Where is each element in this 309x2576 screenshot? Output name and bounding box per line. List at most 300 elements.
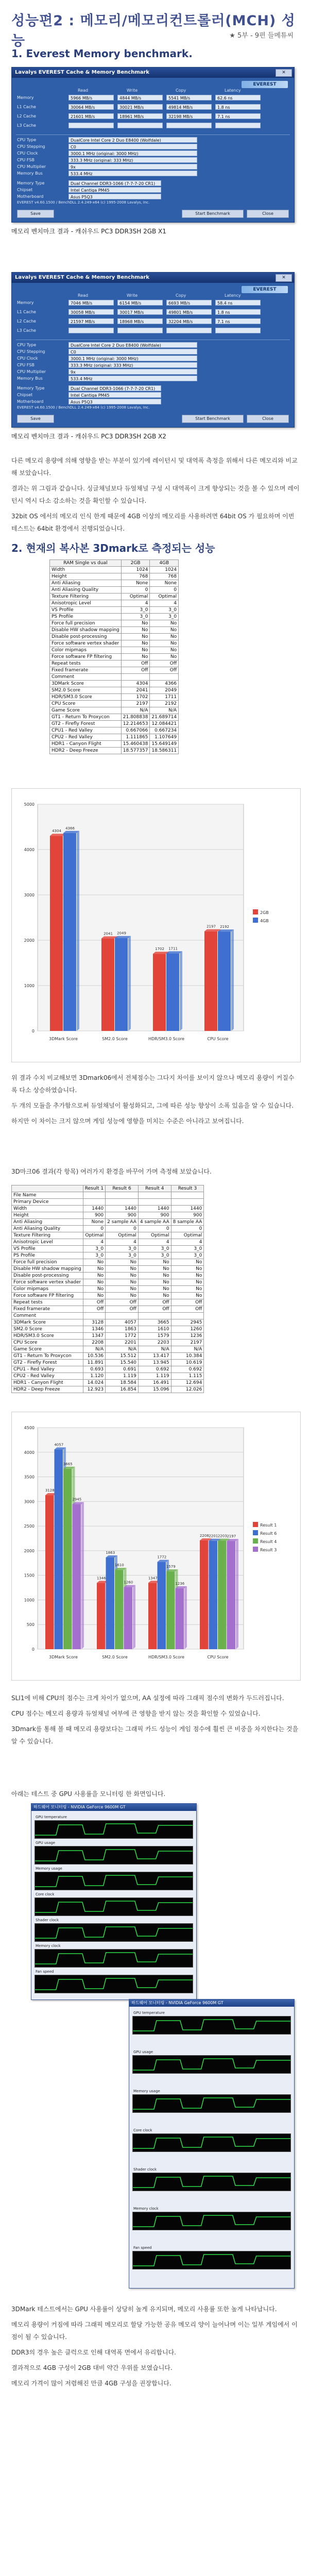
table-cell: HDR/SM3.0 Score	[12, 1333, 83, 1340]
start-benchmark-button[interactable]: Start Benchmark	[182, 415, 244, 423]
data-label: 1346	[96, 1576, 106, 1581]
table-cell: 2201	[106, 1340, 139, 1346]
y-tick-label: 4000	[24, 848, 35, 852]
info-value: C0	[68, 349, 197, 354]
table-cell: Disable post-processing	[50, 634, 122, 640]
table-cell: 12.923	[83, 1386, 105, 1393]
table-cell	[138, 1313, 171, 1319]
table-cell: N/A	[83, 1346, 105, 1353]
table-cell: No	[150, 654, 179, 660]
table-cell: No	[83, 1273, 105, 1279]
y-tick-label: 4500	[24, 1426, 35, 1430]
bar-side	[81, 1502, 84, 1649]
table-cell: 2049	[150, 687, 179, 694]
bar-top	[63, 831, 79, 833]
table-cell: Fixed framerate	[12, 1306, 83, 1313]
table-row	[50, 741, 179, 748]
table-row	[12, 1206, 204, 1212]
bar-top	[166, 951, 182, 953]
table-cell: 12.694	[171, 1380, 204, 1386]
table-row	[50, 634, 179, 640]
info-value: DualCore Intel Core 2 Duo E8400 (Wolfdale)	[68, 137, 197, 143]
table-cell: None	[150, 580, 179, 587]
table-cell: No	[150, 647, 179, 654]
window-title: Lavalys EVEREST Cache & Memory Benchmark	[15, 275, 150, 280]
table-cell: HDR/SM3.0 Score	[50, 694, 122, 701]
table-cell: Game Score	[12, 1346, 83, 1353]
table-row	[12, 1273, 204, 1279]
graph-label: GPU temperature	[36, 1815, 67, 1819]
table-cell: Force software vertex shader	[12, 1279, 83, 1286]
result-cell	[68, 328, 114, 333]
table-cell: 15.540	[106, 1360, 139, 1366]
table-row	[12, 1286, 204, 1293]
table-cell: Off	[150, 660, 179, 667]
table-cell: No	[138, 1293, 171, 1299]
info-label: Memory Bus	[17, 376, 43, 381]
table-cell: 13.417	[138, 1353, 171, 1360]
y-tick-label: 1500	[24, 1573, 35, 1578]
legend-label: Result 1	[260, 1523, 277, 1528]
result-cell: 1.8 ns	[215, 309, 261, 315]
bar-side	[236, 1539, 238, 1649]
info-label: CPU Stepping	[17, 349, 45, 354]
table-cell: Off	[150, 667, 179, 674]
table-row	[50, 567, 179, 573]
table-cell: 900	[171, 1212, 204, 1219]
result-cell	[117, 328, 163, 333]
table-row	[50, 607, 179, 614]
table-cell: Height	[12, 1212, 83, 1219]
x-tick-label: 3DMark Score	[49, 1655, 78, 1659]
table-cell: Color mipmaps	[12, 1286, 83, 1293]
bar	[101, 938, 114, 1031]
y-tick-label: 3000	[24, 1499, 35, 1504]
table-cell: No	[106, 1266, 139, 1273]
table-cell: 2 sample AA	[106, 1219, 139, 1226]
column-header: Write	[127, 293, 138, 298]
data-label: 2203	[217, 1534, 227, 1538]
table-header-row	[12, 1185, 204, 1192]
table-cell: 0	[150, 587, 179, 594]
table-cell: 18.584	[106, 1380, 139, 1386]
data-label: 1236	[175, 1581, 185, 1586]
table-cell: 1024	[121, 567, 150, 573]
table-cell: CPU Score	[12, 1340, 83, 1346]
result-cell	[166, 123, 212, 128]
paragraph-text: 3Dmark를 통해 볼 때 메모리 용량보다는 그래픽 카드 성능이 게임 점수에 훨씬 큰 비중을 차지한다는 것을 알 수 있습니다.	[11, 1725, 299, 1745]
legend-swatch	[253, 1538, 258, 1544]
table-row	[50, 587, 179, 594]
table-cell: 3_0	[150, 607, 179, 614]
column-header: 4GB	[150, 560, 179, 567]
table-cell: GT1 - Return To Proxycon	[50, 714, 122, 721]
table-cell: 4	[106, 1239, 139, 1246]
table-cell: 1260	[171, 1326, 204, 1333]
table-cell	[138, 1192, 171, 1199]
bar-side	[184, 1586, 187, 1649]
table-cell: Width	[50, 567, 122, 573]
table-row	[12, 1386, 204, 1393]
table-row	[50, 627, 179, 634]
table-cell: 900	[106, 1212, 139, 1219]
table-cell: 4	[171, 1239, 204, 1246]
paragraph-text: 두 개의 모듈을 추가함으로써 듀얼채널이 활성화되고, 그에 따른 성능 향상이 소폭 있음을 알 수 있습니다.	[11, 1102, 294, 1109]
y-tick-label: 4000	[24, 1450, 35, 1455]
bar	[124, 1587, 133, 1649]
row-label: L2 Cache	[17, 114, 36, 118]
table-cell: 3_0	[106, 1246, 139, 1252]
result-cell: 30017 MB/s	[117, 309, 163, 315]
close-icon[interactable]: ✕	[276, 69, 292, 77]
table-cell: Off	[121, 667, 150, 674]
column-header: Result 1	[83, 1185, 105, 1192]
aa-paragraph: 3D마크06 결과(각 항목) 여러가지 환경을 바꾸어 가며 측정해 보았습니다.	[11, 1168, 212, 1175]
table-cell: No	[121, 647, 150, 654]
table-cell: No	[171, 1273, 204, 1279]
paragraph-text: 결과는 위 그림과 같습니다. 싱글채널보다 듀얼채널 구성 시 대역폭이 크게 향상되는 것을 볼 수 있으며 레이턴시 역시 다소 감소하는 것을 확인할 수 있습니다.	[11, 485, 300, 504]
table-cell: 15.512	[106, 1353, 139, 1360]
table-row	[50, 701, 179, 707]
monitor-titlebar: 하드웨어 모니터링 - NVIDIA GeForce 9600M GT	[31, 1804, 196, 1811]
table-cell: 2041	[121, 687, 150, 694]
result-cell	[215, 123, 261, 128]
close-icon[interactable]: ✕	[276, 274, 292, 282]
everest-benchmark-window	[11, 67, 295, 223]
table-cell: 3_0	[106, 1252, 139, 1259]
data-label: 1610	[114, 1563, 124, 1568]
table-cell: No	[106, 1259, 139, 1266]
table-cell: 1346	[83, 1326, 105, 1333]
info-label: CPU FSB	[17, 158, 35, 162]
info-value: 533.4 MHz	[68, 171, 197, 176]
info-label: CPU Clock	[17, 151, 38, 156]
table-cell: Off	[83, 1306, 105, 1313]
section-heading-1: 1. Everest Memory benchmark.	[11, 47, 193, 60]
table-cell: 4366	[150, 681, 179, 687]
data-label: 1863	[106, 1550, 115, 1555]
table-cell: No	[138, 1266, 171, 1273]
table-cell: N/A	[171, 1346, 204, 1353]
table-cell: HDR2 - Deep Freeze	[12, 1386, 83, 1393]
result-cell: 7046 MB/s	[68, 300, 114, 306]
table-cell: Anti Aliasing Quality	[12, 1226, 83, 1232]
table-cell: 2197	[121, 701, 150, 707]
result-cell	[215, 328, 261, 333]
table-cell: Comment	[50, 674, 122, 681]
table-cell: 0.691	[106, 1366, 139, 1373]
table-cell: 1.119	[138, 1373, 171, 1380]
result-cell: 4844 MB/s	[117, 95, 163, 100]
y-tick-label: 2000	[24, 1548, 35, 1553]
table-cell: Width	[12, 1206, 83, 1212]
bar-side	[231, 929, 234, 1031]
table-cell: Off	[83, 1299, 105, 1306]
legend-label: Result 4	[260, 1539, 277, 1544]
data-label: 2197	[227, 1534, 236, 1539]
table-cell: No	[121, 634, 150, 640]
y-tick-label: 5000	[24, 802, 35, 807]
table-cell: 16.854	[106, 1386, 139, 1393]
monitor-graph	[132, 2212, 291, 2230]
result-cell: 58.4 ns	[215, 300, 261, 306]
table-cell: CPU1 - Red Valley	[50, 727, 122, 734]
table-cell: 2192	[150, 701, 179, 707]
table-cell: Fixed framerate	[50, 667, 122, 674]
table-cell: Disable HW shadow mapping	[50, 627, 122, 634]
data-label: 1711	[168, 946, 178, 951]
table-row	[12, 1279, 204, 1286]
divider	[16, 134, 290, 135]
table-cell: Force software FP filtering	[12, 1293, 83, 1299]
data-label: 1260	[124, 1580, 133, 1585]
table-cell: VS Profile	[50, 607, 122, 614]
table-cell: 3_0	[83, 1246, 105, 1252]
table-cell: Primary Device	[12, 1199, 83, 1206]
graph-label: Fan speed	[133, 2246, 152, 2250]
table-cell	[106, 1313, 139, 1319]
paragraph-text: 다른 메모리 용량에 의해 영향을 받는 부분이 있기에 레이턴시 및 대역폭 측정을 위해서 다른 메모리와 비교해 보았습니다.	[11, 457, 298, 477]
table-cell: 1772	[106, 1333, 139, 1340]
screenshot-caption: 메모리 벤치마크 결과 - 캐쉬우드 PC3 DDR3SH 2GB X2	[11, 433, 166, 440]
table-cell: 3_0	[121, 607, 150, 614]
result-paragraph	[11, 1692, 300, 1751]
data-label: 1347	[148, 1576, 158, 1581]
close-button[interactable]: Close	[247, 415, 289, 423]
data-label: 1772	[157, 1555, 167, 1560]
table-cell: Height	[50, 573, 122, 580]
info-label: Motherboard	[17, 399, 44, 404]
table-row	[12, 1360, 204, 1366]
result-cell: 30021 MB/s	[117, 104, 163, 110]
row-label: L3 Cache	[17, 123, 36, 128]
info-label: Memory Bus	[17, 171, 43, 176]
table-cell: 1236	[171, 1333, 204, 1340]
table-cell: 1440	[106, 1206, 139, 1212]
table-cell: No	[106, 1273, 139, 1279]
info-label: Chipset	[17, 188, 33, 192]
graph-label: Memory clock	[133, 2207, 159, 2211]
column-header: Copy	[176, 293, 186, 298]
everest-logo: EVEREST	[242, 81, 288, 88]
info-value: 333.3 MHz (original: 333 MHz)	[68, 362, 197, 368]
table-cell: No	[83, 1286, 105, 1293]
table-cell: Optimal	[171, 1232, 204, 1239]
window-footer: EVEREST v4.60.1500 / BenchDLL 2.4.249-x64 (c) 1995-2008 Lavalys, Inc.	[17, 405, 150, 410]
paragraph-text: 위 결과 수치 비교해보면 3Dmark06에서 전체점수는 그다지 차이를 보이지 않으나 메모리 용량이 커질수록 다소 상승하였습니다.	[11, 1074, 295, 1094]
table-cell: 1863	[106, 1326, 139, 1333]
window-title: Lavalys EVEREST Cache & Memory Benchmark	[15, 70, 150, 75]
info-value: Asus P5Q3	[68, 194, 161, 199]
info-label: CPU Stepping	[17, 144, 45, 149]
graph-label: Memory clock	[36, 1944, 61, 1948]
bar	[63, 833, 76, 1031]
table-cell: No	[138, 1279, 171, 1286]
table-cell: 0	[138, 1226, 171, 1232]
table-cell: 21.689714	[150, 714, 179, 721]
table-cell: 3_0	[138, 1252, 171, 1259]
column-header: Result 6	[106, 1185, 139, 1192]
table-cell: 3_0	[138, 1246, 171, 1252]
legend-swatch	[253, 918, 258, 923]
bar	[158, 1562, 166, 1649]
info-label: Memory Type	[17, 386, 45, 391]
monitor-graph	[132, 2055, 291, 2074]
table-cell: No	[121, 620, 150, 627]
table-row	[50, 681, 179, 687]
monitor-graph	[35, 1897, 193, 1916]
bar	[176, 1588, 184, 1649]
table-cell: N/A	[121, 707, 150, 714]
table-cell: 1579	[138, 1333, 171, 1340]
window-titlebar	[12, 273, 294, 283]
column-header: Result 3	[171, 1185, 204, 1192]
ram-comparison-table	[49, 560, 179, 754]
data-label: 1702	[155, 947, 164, 952]
table-cell	[83, 1313, 105, 1319]
table-cell: Disable post-processing	[12, 1273, 83, 1279]
data-label: 2041	[104, 931, 113, 936]
x-tick-label: 3DMark Score	[49, 1037, 78, 1041]
table-cell: 0.692	[138, 1366, 171, 1373]
table-cell: 21.808838	[121, 714, 150, 721]
chart-aa-results	[11, 1412, 301, 1681]
info-value: DualCore Intel Core 2 Duo E8400 (Wolfdale)	[68, 342, 197, 348]
table-cell: N/A	[106, 1346, 139, 1353]
data-label: 2201	[209, 1534, 218, 1538]
save-button[interactable]: Save	[17, 415, 54, 423]
monitor-graph	[132, 2094, 291, 2113]
result-cell: 49801 MB/s	[166, 309, 212, 315]
table-cell: 1.111865	[121, 734, 150, 741]
table-cell: No	[171, 1286, 204, 1293]
table-row	[12, 1333, 204, 1340]
column-header	[12, 1185, 83, 1192]
table-cell	[106, 1199, 139, 1206]
table-row	[50, 580, 179, 587]
page-title: 성능편2 : 메모리/메모리컨트롤러(MCH) 성능	[11, 13, 296, 49]
row-label: Memory	[17, 95, 34, 100]
chart-ram-comparison	[11, 788, 301, 1062]
column-header: Read	[78, 293, 89, 298]
bar	[218, 931, 231, 1031]
paragraph-text: 결과적으로 4GB 구성이 2GB 대비 약간 우위를 보였습니다.	[11, 2364, 173, 2371]
table-cell: 900	[83, 1212, 105, 1219]
x-tick-label: SM2.0 Score	[102, 1037, 128, 1041]
table-cell: No	[83, 1266, 105, 1273]
section-heading-2: 2. 현재의 복사본 3Dmark로 측정되는 성능	[11, 542, 215, 554]
bar-top	[218, 929, 234, 931]
table-row	[50, 594, 179, 600]
table-cell: 1024	[150, 567, 179, 573]
table-cell: Force software FP filtering	[50, 654, 122, 660]
table-cell: Texture Filtering	[50, 594, 122, 600]
result-cell: 30064 MB/s	[68, 104, 114, 110]
start-benchmark-button[interactable]: Start Benchmark	[182, 210, 244, 218]
table-cell: 16.491	[138, 1380, 171, 1386]
table-row	[12, 1226, 204, 1232]
intro-paragraph	[11, 454, 300, 538]
table-cell: 10.619	[171, 1360, 204, 1366]
table-cell: No	[171, 1293, 204, 1299]
table-row	[12, 1293, 204, 1299]
table-cell: Anti Aliasing Quality	[50, 587, 122, 594]
table-cell: Optimal	[138, 1232, 171, 1239]
table-cell: 3DMark Score	[12, 1319, 83, 1326]
table-row	[50, 600, 179, 607]
table-cell: No	[150, 620, 179, 627]
table-cell: Off	[171, 1306, 204, 1313]
table-cell: 2945	[171, 1319, 204, 1326]
bar	[166, 1571, 175, 1649]
bar	[55, 1449, 63, 1649]
data-label: 3128	[45, 1488, 55, 1493]
bar	[97, 1583, 106, 1649]
table-cell: 768	[150, 573, 179, 580]
table-cell: 14.024	[83, 1380, 105, 1386]
monitor-graph	[132, 2016, 291, 2035]
table-cell: 3_0	[171, 1246, 204, 1252]
graph-label: Shader clock	[133, 2167, 157, 2172]
data-label: 3665	[63, 1462, 73, 1466]
table-cell: 18.586311	[150, 748, 179, 754]
table-cell: GT2 - Firefly Forest	[12, 1360, 83, 1366]
table-row	[12, 1373, 204, 1380]
table-row	[50, 694, 179, 701]
column-header: Latency	[225, 293, 241, 298]
table-cell: Game Score	[50, 707, 122, 714]
table-cell: No	[121, 654, 150, 660]
column-header: Read	[78, 88, 89, 93]
bar	[115, 1570, 124, 1649]
info-value: Intel Cantiga PM45	[68, 392, 161, 398]
table-row	[50, 640, 179, 647]
table-row	[12, 1319, 204, 1326]
row-label: L1 Cache	[17, 310, 36, 314]
info-value: 533.4 MHz	[68, 376, 197, 381]
table-row	[50, 687, 179, 694]
table-cell: Force full precision	[12, 1259, 83, 1266]
paragraph-text: 3DMark 테스트에서는 GPU 사용률이 상당히 높게 유지되며, 메모리 사용률 또한 높게 나타납니다.	[11, 2306, 277, 2313]
table-cell	[138, 1199, 171, 1206]
table-row	[12, 1340, 204, 1346]
table-row	[12, 1199, 204, 1206]
table-cell	[83, 1192, 105, 1199]
save-button[interactable]: Save	[17, 210, 54, 218]
paragraph-text: DDR3의 경우 높은 클럭으로 인해 대역폭 면에서 유리합니다.	[11, 2349, 176, 2356]
close-button[interactable]: Close	[247, 210, 289, 218]
table-cell: Repeat tests	[12, 1299, 83, 1306]
table-row	[50, 707, 179, 714]
table-row	[50, 721, 179, 727]
y-tick-label: 3000	[24, 893, 35, 897]
monitor-graph	[35, 1975, 193, 1993]
table-row	[12, 1353, 204, 1360]
table-cell: 1.119	[106, 1373, 139, 1380]
table-row	[12, 1239, 204, 1246]
table-cell: 18.577357	[121, 748, 150, 754]
info-label: Motherboard	[17, 194, 44, 199]
legend-label: 2GB	[260, 910, 269, 915]
info-value: 9x	[68, 369, 197, 375]
info-label: CPU FSB	[17, 363, 35, 367]
paragraph-text: SLI1에 비해 CPU의 점수는 크게 차이가 없으며, AA 설정에 따라 그래픽 점수의 변화가 두드러집니다.	[11, 1694, 284, 1702]
table-cell: 4057	[106, 1319, 139, 1326]
table-cell: 4 sample AA	[138, 1219, 171, 1226]
result-cell: 6693 MB/s	[166, 300, 212, 306]
table-cell: PS Profile	[12, 1252, 83, 1259]
table-row	[50, 614, 179, 620]
